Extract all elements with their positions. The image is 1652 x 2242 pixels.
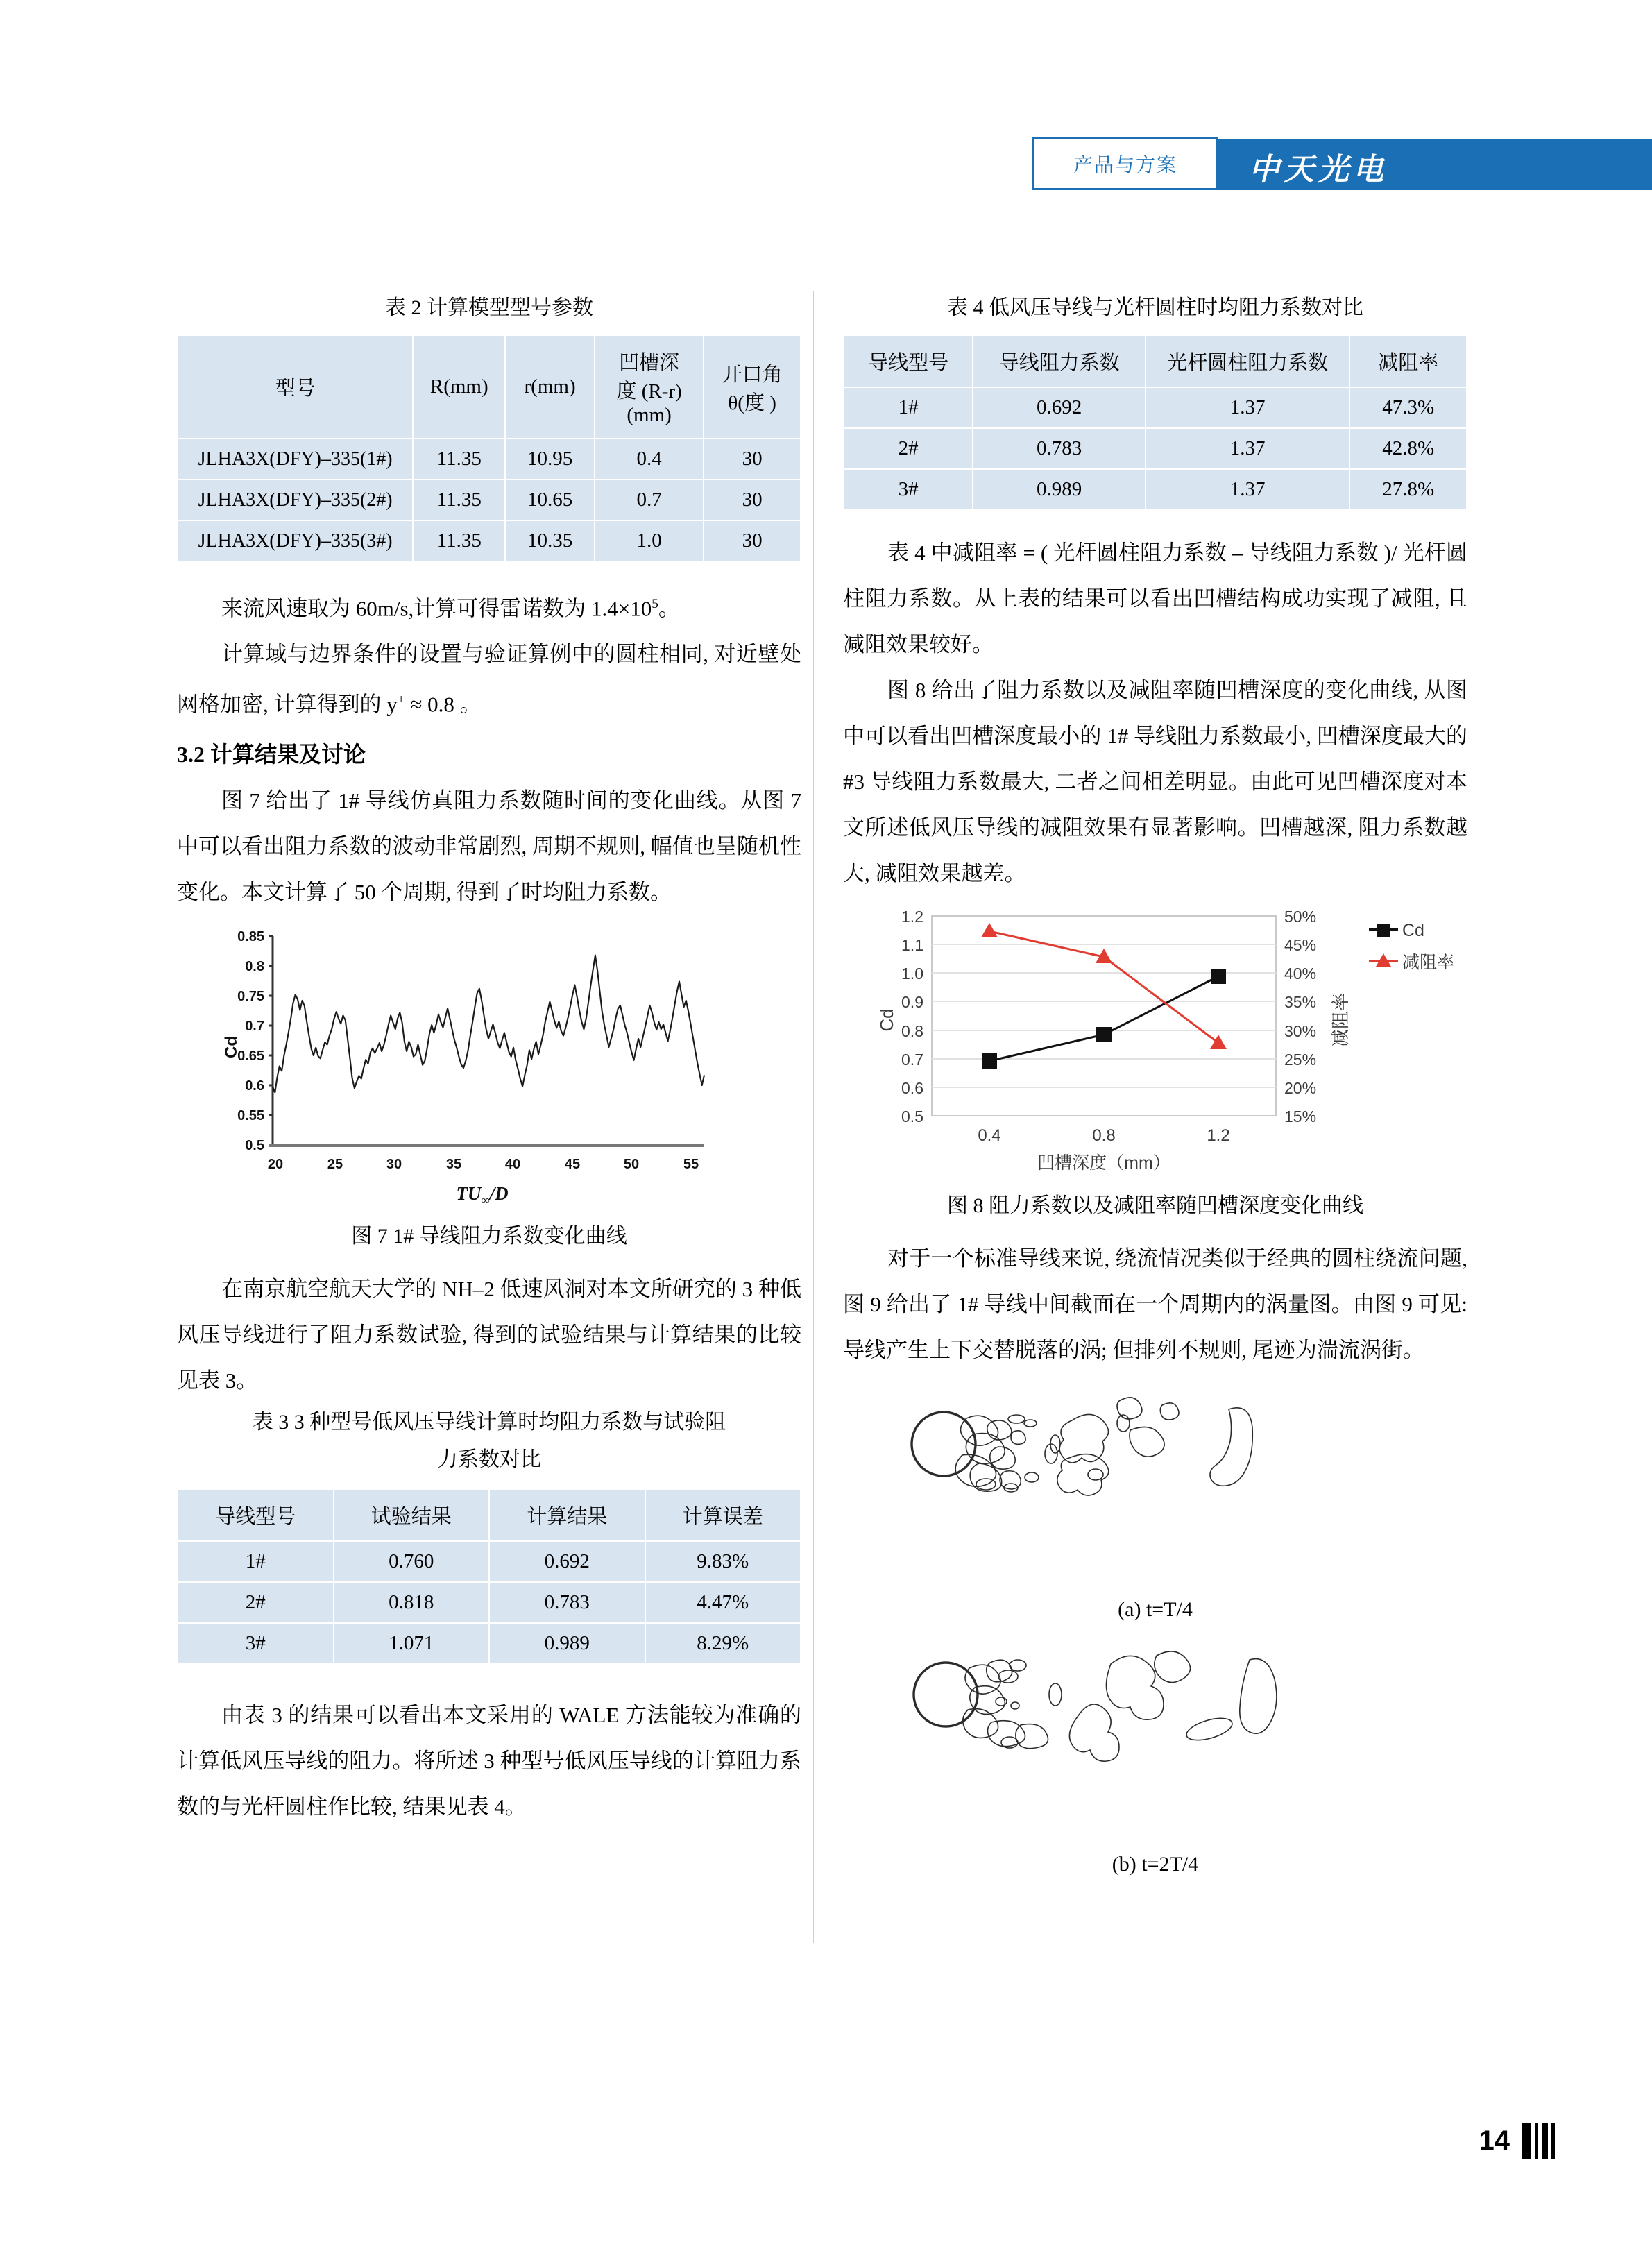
table2-cell: 0.4 [595,439,704,479]
figure7-caption: 图 7 1# 导线阻力系数变化曲线 [351,1224,627,1248]
paragraph-domain [177,631,801,727]
figure8-legend-cd-marker [1377,924,1390,937]
svg-text:0.6: 0.6 [245,1078,264,1094]
svg-text:0.55: 0.55 [237,1107,264,1123]
paragraph-domain-a: 计算域与边界条件的设置与验证算例中的圆柱相同, 对近壁处网格加密, 计算得到的 y [177,642,801,717]
paragraph-figure8-description: 图 8 给出了阻力系数以及减阻率随凹槽深度的变化曲线, 从图中可以看出凹槽深度最小的 1# 导线阻力系数最小, 凹槽深度最大的 #3 导线阻力系数最大, 二者之间相差明显。由此可见凹槽深度对本文所述低风压导线的减阻效果有显著影响。凹槽越深, 阻力系数越大, 减阻效果越差。 [843,678,1467,885]
section-heading-3-2: 3.2 计算结果及讨论 [177,741,366,767]
table2-cell: 10.65 [505,479,595,520]
table2-cell: JLHA3X(DFY)–335(2#) [178,479,413,520]
svg-text:20%: 20% [1284,1079,1317,1097]
paragraph-figure7-description: 图 7 给出了 1# 导线仿真阻力系数随时间的变化曲线。从图 7 中可以看出阻力系数的波动非常剧烈, 周期不规则, 幅值也呈随机性变化。本文计算了 50 个周期, 得到了时均阻力系数。 [177,788,801,904]
figure8-y2-axis-label: 减阻率 [1330,992,1351,1048]
table2-cell: 30 [704,520,801,561]
table2-cell: 11.35 [413,439,505,479]
header-section-tab [1032,137,1218,190]
figure7-x-axis-label: $TU_\infty/D$ [456,1182,509,1207]
paragraph-figure9-description: 对于一个标准导线来说, 绕流情况类似于经典的圆柱绕流问题, 图 9 给出了 1# 导线中间截面在一个周期内的涡量图。由图 9 可见: 导线产生上下交替脱落的涡; 但排列不规则, 尾迹为湍流涡街。 [843,1246,1467,1362]
table4-cell: 2# [844,428,973,469]
svg-text:30: 30 [386,1156,402,1172]
svg-text:50%: 50% [1284,908,1317,926]
table3-title [177,1404,801,1479]
figure8-svg [843,902,1454,1180]
table3-cell: 0.783 [489,1582,645,1623]
table2-cell: 11.35 [413,479,505,520]
table-row [178,1623,801,1664]
svg-text:0.5: 0.5 [901,1107,923,1126]
table2-header-model: 型号 [178,335,413,439]
table4-cell: 3# [844,469,973,510]
svg-text:0.8: 0.8 [245,958,264,974]
svg-text:1.0: 1.0 [901,965,923,983]
table2-cell: 1.0 [595,520,704,561]
svg-text:15%: 15% [1284,1107,1317,1126]
figure8-cd-marker [1211,969,1226,984]
table2-header-r: r(mm) [505,335,595,439]
figure9b-svg [843,1635,1454,1843]
table2-header-groove-depth-line2: 度 (R-r) [616,380,682,402]
figure8-chart [843,902,1454,1183]
figure8-y-axis-label: Cd [876,1008,897,1032]
table3-drag-comparison [177,1488,801,1665]
paragraph-wind-tunnel: 在南京航空航天大学的 NH–2 低速风洞对本文所研究的 3 种低风压导线进行了阻力系数试验, 得到的试验结果与计算结果的比较见表 3。 [177,1276,801,1393]
svg-text:40%: 40% [1284,965,1317,983]
svg-text:0.6: 0.6 [901,1079,923,1097]
svg-text:25%: 25% [1284,1051,1317,1069]
table4-title: 表 4 低风压导线与光杆圆柱时均阻力系数对比 [947,296,1363,319]
figure8-x-axis-label: 凹槽深度（mm） [1037,1153,1170,1173]
svg-text:1.1: 1.1 [901,936,923,954]
table2-cell: 30 [704,439,801,479]
table3-header-error: 计算误差 [645,1489,801,1541]
table2-header-opening-angle [704,335,801,439]
table3-cell: 0.760 [334,1541,490,1582]
table4-cell: 1.37 [1146,387,1350,428]
table2-header-groove-depth-line3: (mm) [627,404,672,426]
paragraph-domain-exponent: + [397,693,405,708]
table-row [844,469,1467,510]
table-row [844,428,1467,469]
footer-barcode-mark [1522,2123,1555,2159]
svg-text:0.4: 0.4 [978,1126,1001,1145]
table4-header-wire-cd: 导线阻力系数 [973,335,1146,387]
figure8-cd-marker [982,1053,997,1069]
paragraph-wale-method: 由表 3 的结果可以看出本文采用的 WALE 方法能较为准确的计算低风压导线的阻力。将所述 3 种型号低风压导线的计算阻力系数的与光杆圆柱作比较, 结果见表 4。 [177,1702,801,1819]
svg-text:0.85: 0.85 [237,928,264,944]
column-divider [813,291,814,1943]
svg-text:25: 25 [327,1156,343,1172]
table3-header-computed: 计算结果 [489,1489,645,1541]
table3-header-row [178,1489,801,1541]
table4-header-reduction-rate: 减阻率 [1349,335,1467,387]
brand-logo-text: 中天光电 [1249,153,1388,187]
table3-cell: 0.818 [334,1582,490,1623]
svg-text:0.7: 0.7 [245,1018,264,1034]
table4-header-row [844,335,1467,387]
table2-header-opening-angle-line2: θ(度 ) [728,391,776,414]
cylinder-outline [914,1663,978,1726]
figure8-cd-marker [1096,1027,1112,1042]
table4-header-cylinder-cd: 光杆圆柱阻力系数 [1146,335,1350,387]
table4-cell: 1.37 [1146,428,1350,469]
table4-cell: 27.8% [1349,469,1467,510]
table2-header-groove-depth [595,335,704,439]
table-row [178,439,801,479]
figure9a-svg [843,1380,1454,1588]
table-row [178,1541,801,1582]
table2-cell: 10.35 [505,520,595,561]
table2-cell: JLHA3X(DFY)–335(1#) [178,439,413,479]
paragraph-reynolds-a: 来流风速取为 60m/s,计算可得雷诺数为 1.4×10 [221,596,652,621]
page-header-banner [1034,139,1652,190]
table2-cell: 11.35 [413,520,505,561]
table3-cell: 9.83% [645,1541,801,1582]
svg-text:55: 55 [683,1156,699,1172]
table2-cell: 30 [704,479,801,520]
table4-cell: 1.37 [1146,469,1350,510]
svg-text:40: 40 [504,1156,521,1172]
table4-cell: 1# [844,387,973,428]
table4-cell: 47.3% [1349,387,1467,428]
svg-text:0.7: 0.7 [901,1051,923,1069]
svg-text:45%: 45% [1284,936,1317,954]
table-row [844,387,1467,428]
table2-header-opening-angle-line1: 开口角 [722,363,783,386]
table3-cell: 4.47% [645,1582,801,1623]
paragraph-reynolds [177,581,801,631]
page-number: 14 [1479,2125,1510,2156]
table3-header-experiment: 试验结果 [334,1489,490,1541]
table2-cell: JLHA3X(DFY)–335(3#) [178,520,413,561]
svg-text:30%: 30% [1284,1022,1317,1040]
svg-text:0.75: 0.75 [237,988,264,1004]
table-row [178,520,801,561]
table2-model-parameters [177,334,801,562]
figure8-legend [1369,921,1454,972]
svg-text:1.2: 1.2 [1207,1126,1230,1145]
table4-cell: 0.989 [973,469,1146,510]
paragraph-reynolds-exponent: 5 [652,597,658,611]
table3-header-wire-model: 导线型号 [178,1489,334,1541]
svg-text:20: 20 [267,1156,284,1172]
table4-cell: 0.783 [973,428,1146,469]
table3-cell: 0.692 [489,1541,645,1582]
table3-cell: 8.29% [645,1623,801,1664]
table2-header-row [178,335,801,439]
svg-text:0.8: 0.8 [1092,1126,1116,1145]
table3-title-line1: 表 3 3 种型号低风压导线计算时均阻力系数与试验阻 [252,1410,726,1434]
table3-cell: 0.989 [489,1623,645,1664]
svg-text:45: 45 [564,1156,581,1172]
table3-cell: 3# [178,1623,334,1664]
figure7-y-axis-label: Cd [222,1035,241,1058]
svg-text:0.8: 0.8 [901,1022,923,1040]
table4-header-wire-model: 导线型号 [844,335,973,387]
right-column [843,291,1467,1883]
svg-text:0.65: 0.65 [237,1048,264,1064]
table2-header-groove-depth-line1: 凹槽深 [619,352,680,374]
paragraph-domain-b: ≈ 0.8 。 [405,692,482,717]
table2-header-R: R(mm) [413,335,505,439]
paragraph-reynolds-b: 。 [658,596,680,621]
svg-text:35%: 35% [1284,993,1317,1011]
table4-cell: 42.8% [1349,428,1467,469]
figure9b-caption: (b) t=2T/4 [1112,1853,1199,1876]
table3-cell: 1# [178,1541,334,1582]
paragraph-reduction-formula: 表 4 中减阻率 = ( 光杆圆柱阻力系数 – 导线阻力系数 )/ 光杆圆柱阻力系数。从上表的结果可以看出凹槽结构成功实现了减阻, 且减阻效果较好。 [843,541,1467,656]
figure7-data-line [273,955,704,1092]
table3-title-line2: 力系数对比 [437,1447,541,1471]
table4-drag-reduction [843,334,1467,511]
figure7-chart [219,922,746,1214]
svg-text:1.2: 1.2 [901,908,923,926]
page-footer [1479,2123,1556,2159]
figure8-legend-reduction-label: 减阻率 [1402,953,1454,972]
figure9a-caption: (a) t=T/4 [1118,1598,1193,1621]
svg-text:0.5: 0.5 [245,1137,264,1153]
figure8-caption: 图 8 阻力系数以及减阻率随凹槽深度变化曲线 [947,1194,1363,1217]
table-row [178,1582,801,1623]
table2-title: 表 2 计算模型型号参数 [385,296,593,319]
table3-cell: 2# [178,1582,334,1623]
svg-text:35: 35 [445,1156,462,1172]
table-row [178,479,801,520]
left-column [177,291,801,1830]
svg-text:50: 50 [623,1156,640,1172]
table3-cell: 1.071 [334,1623,490,1664]
figure7-svg [219,922,732,1214]
figure9a-vorticity-image [843,1380,1454,1592]
table2-cell: 10.95 [505,439,595,479]
figure9b-vorticity-image [843,1635,1454,1846]
svg-text:0.9: 0.9 [901,993,923,1011]
figure8-legend-cd-label: Cd [1402,921,1424,940]
table4-cell: 0.692 [973,387,1146,428]
table2-cell: 0.7 [595,479,704,520]
header-section-tab-label: 产品与方案 [1073,154,1177,176]
